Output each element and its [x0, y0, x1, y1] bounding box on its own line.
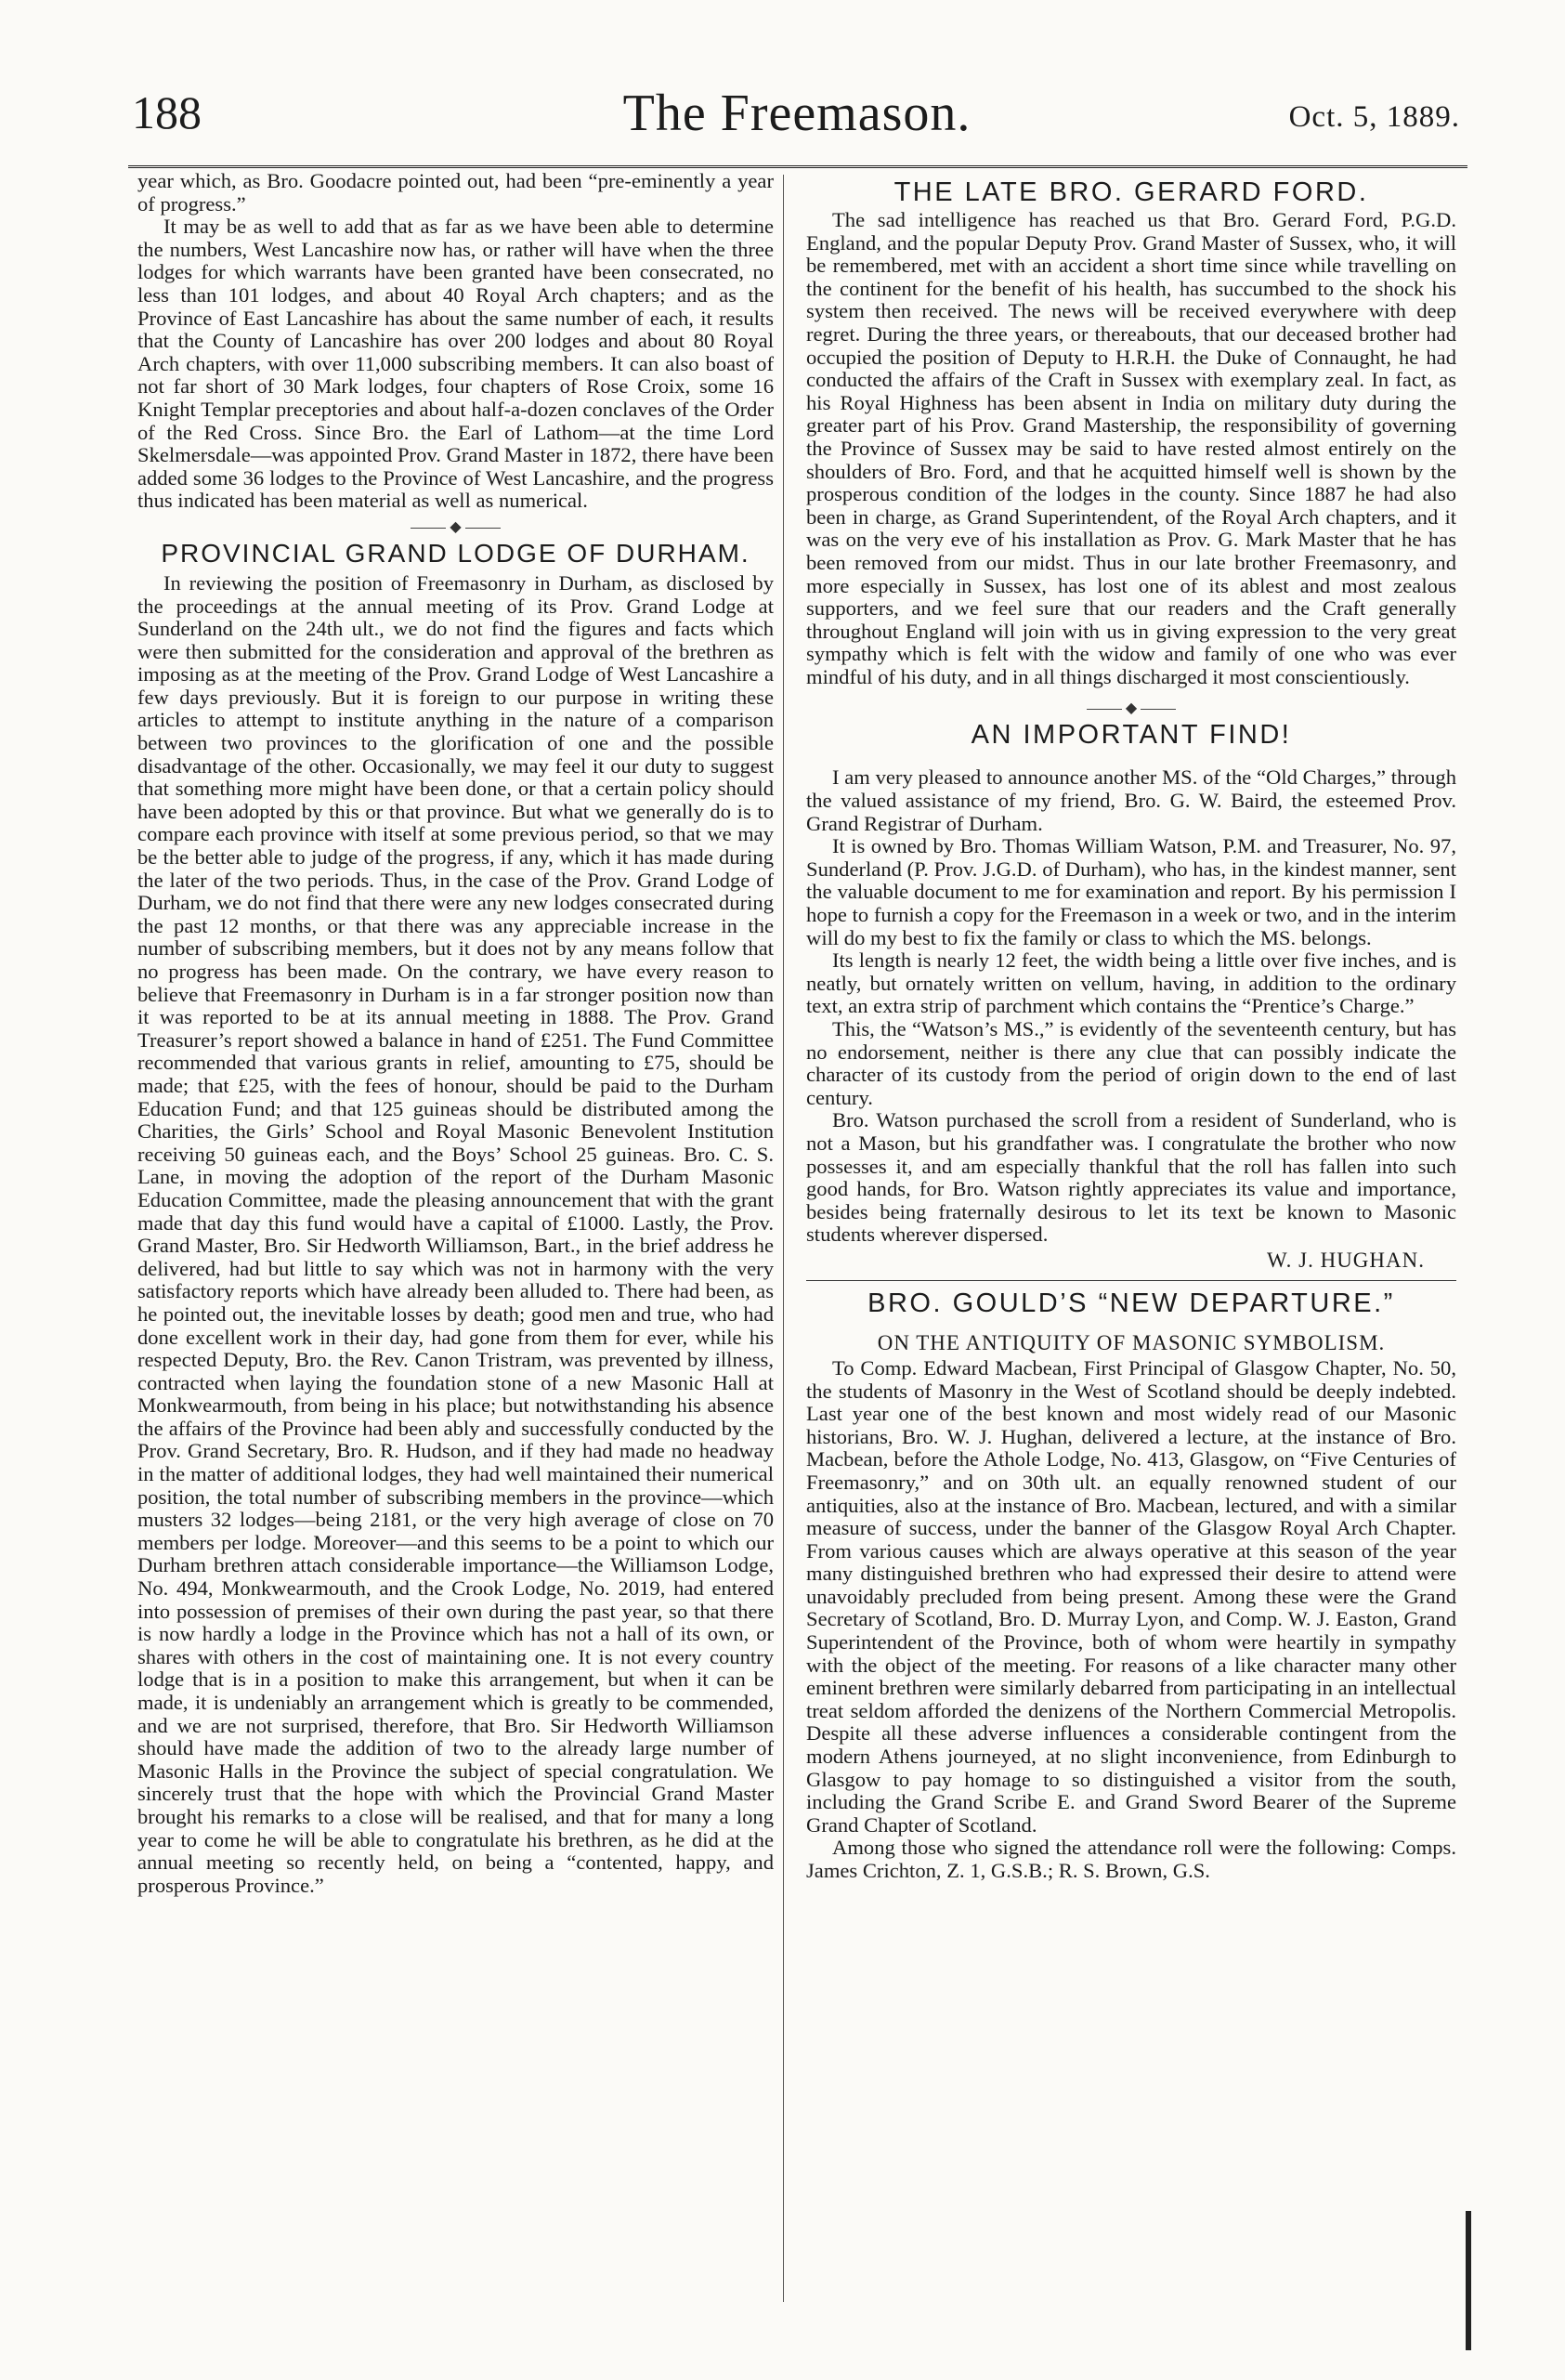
new-departure-article: To Comp. Edward Macbean, First Principal of Glasgow Chapter, No. 50, the students of Masonry in the West of Scotland should be deeply indebted. Last year one of the best known and most widely read of our Masonic historians, Bro. W. J. Hughan, delivered a lecture, at the instance of Bro. Macbean, before the Athole Lodge, No. 413, Glasgow, on “Five Centuries of Freemasonry,” and on 30th ult. an equally renowned student of our antiquities, also at the instance of Bro. Macbean, lectured, and with a similar measure of success, under the banner of the Glasgow Royal Arch Chapter. From various causes which are always operative at this season of the year many distinguished brethren who had expressed their desire to attend were unavoidably precluded from being present. Among these were the Grand Secretary of Scotland, Bro. D. Murray Lyon, and Comp. W. J. Easton, Grand Superintendent of the Province, both of whom were heartily in sympathy with the object of the meeting. For reasons of a like character many other eminent brethren were similarly debarred from participating in an intellectual treat seldom afforded the denizens of the Northern Commercial Metropolis. Despite all these adverse influences a considerable contingent from the modern Athens journeyed, at no slight inconvenience, from Edinburgh to Glasgow to pay homage to so distinguished a visitor from the south, including the Grand Scribe E. and Grand Sword Bearer of the Supreme Grand Chapter of Scotland.	[806, 1355, 1456, 1837]
new-departure-heading: BRO. GOULD’S “NEW DEPARTURE.”	[867, 1288, 1395, 1318]
lancashire-paragraph: It may be as well to add that as far as we have been able to determine the numbers, West Lancashire now has, or rather will have when the three lodges for which warrants have been granted have been consecrated, no less than 101 lodges, and about 40 Royal Arch chapters; and as the Province of East Lancashire has about the same number of each, it results that the County of Lancashire has over 200 lodges and about 80 Royal Arch chapters, with over 11,000 subscribing members. It can also boast of not far short of 30 Mark lodges, four chapters of Rose Croix, some 16 Knight Templar preceptories and about half-a-dozen conclaves of the Order of the Red Cross. Since Bro. the Earl of Lathom—at the time Lord Skelmersdale—was appointed Prov. Grand Master in 1872, there have been added some 36 lodges to the Province of West Lancashire, and the progress thus indicated has been material as well as numerical.	[137, 215, 774, 513]
symbolism-subheading: ON THE ANTIQUITY OF MASONIC SYMBOLISM.	[877, 1330, 1386, 1354]
important-find-heading: AN IMPORTANT FIND!	[971, 720, 1292, 751]
page-number: 188	[132, 86, 202, 138]
masthead-rule	[128, 165, 1467, 168]
find-paragraph-4: This, the “Watson’s MS.,” is evidently of the seventeenth century, but has no endorsement, neither is there any clue that can possibly indicate the character of its custody from the period of origin down to the end of last century.	[806, 1017, 1456, 1109]
find-paragraph-1: I am very pleased to announce another MS. of the “Old Charges,” through the valued assistance of my friend, Bro. G. W. Baird, the esteemed Prov. Grand Registrar of Durham.	[806, 765, 1456, 835]
durham-heading: PROVINCIAL GRAND LODGE OF DURHAM.	[161, 538, 750, 568]
right-column	[806, 170, 1456, 1883]
attendance-paragraph: Among those who signed the attendance roll were the following: Comps. James Crichton, Z. 1, G.S.B.; R. S. Brown, G.S.	[806, 1836, 1456, 1882]
column-rule	[783, 175, 784, 2302]
find-paragraph-5: Bro. Watson purchased the scroll from a resident of Sunderland, who is not a Mason, but his grandfather was. I congratulate the brother who now possesses it, and am especially thankful that the roll has fallen into such good hands, for Bro. Watson rightly appreciates its value and importance, besides being fraternally desirous to let its text be known to Masonic students wherever dispersed.	[806, 1108, 1456, 1247]
section-ornament: ◆	[137, 518, 774, 537]
gerard-ford-article: The sad intelligence has reached us that Bro. Gerard Ford, P.G.D. England, and the popular Deputy Prov. Grand Master of Sussex, who, it will be remembered, met with an accident a short time since while travelling on the continent for the benefit of his health, has succumbed to the shock his system then received. The news will be received everywhere with deep regret. During the three years, or thereabouts, that our deceased brother had occupied the position of Deputy to H.R.H. the Duke of Connaught, he had conducted the affairs of the Craft in Sussex with exemplary zeal. In fact, as his Royal Highness has been absent in India on military duty during the greater part of his Prov. Grand Mastership, the responsibility of governing the Province of Sussex may be said to have rested almost entirely on the shoulders of Bro. Ford, and that he acquitted himself well is shown by the prosperous condition of the lodges in the county. Since 1887 he had also been in charge, as Grand Superintendent, of the Royal Arch chapters, and it was on the very eve of his installation as Prov. G. Mark Master that he has been removed from our midst. Thus in our late brother Freemasonry, and more especially in Sussex, has lost one of its ablest and most zealous supporters, and we feel sure that our readers and the Craft generally throughout England will join with us in giving expression to the very great sympathy which is felt with the widow and family of one who was ever mindful of his duty, and in all things discharged it most conscientiously.	[806, 208, 1456, 688]
issue-date: Oct. 5, 1889.	[1288, 100, 1460, 134]
lancashire-paragraph-end: year which, as Bro. Goodacre pointed out, had been “pre-eminently a year of progress.”	[137, 169, 774, 216]
signature: W. J. HUGHAN.	[1267, 1248, 1425, 1272]
section-ornament: ◆	[806, 700, 1456, 718]
page-edge-mark	[1466, 2211, 1471, 2350]
newspaper-title: The Freemason.	[622, 85, 972, 142]
left-column	[137, 170, 774, 1897]
section-rule	[806, 1280, 1456, 1281]
durham-article: In reviewing the position of Freemasonry in Durham, as disclosed by the proceedings at the annual meeting of its Prov. Grand Lodge at Sunderland on the 24th ult., we do not find the figures and facts which were then submitted for the consideration and approval of the brethren as imposing as at the meeting of the Prov. Grand Lodge of West Lancashire a few days previously. But it is foreign to our purpose in writing these articles to attempt to institute anything in the nature of a comparison between two provinces to the glorification of one and the possible disadvantage of the other. Occasionally, we may feel it our duty to suggest that something more might have been done, or that a certain policy should have been adopted by this or that province. But what we generally do is to compare each province with itself at some previous period, so that we may be the better able to judge of the progress, if any, which it has made during the later of the two periods. Thus, in the case of the Prov. Grand Lodge of Durham, we do not find that there were any new lodges consecrated during the past 12 months, or that there was any appreciable increase in the number of subscribing members, but it does not by any means follow that no progress has been made. On the contrary, we have every reason to believe that Freemasonry in Durham is in a far stronger position now than it was reported to be at its annual meeting in 1888. The Prov. Grand Treasurer’s report showed a balance in hand of £251. The Fund Committee recommended that various grants in relief, amounting to £75, should be made; that £25, with the fees of honour, should be paid to the Durham Education Fund; and that 125 guineas should be distributed among the Charities, the Girls’ School and Royal Masonic Benevolent Institution receiving 50 guineas each, and the Boys’ School 25 guineas. Bro. C. S. Lane, in moving the adoption of the report of the Durham Masonic Education Committee, made the pleasing announcement that with the grant made that day this fund would have a capital of £1000. Lastly, the Prov. Grand Master, Bro. Sir Hedworth Williamson, Bart., in the brief address he delivered, had but little to say which was not in harmony with the very satisfactory reports which have already been alluded to. There had been, as he pointed out, the inevitable losses by death; good men and true, who had done excellent work in their day, had gone from them for ever, while his respected Deputy, Bro. the Rev. Canon Tristram, was prevented by illness, contracted when laying the foundation stone of a new Masonic Hall at Monkwearmouth, from being in his place; but notwithstanding his absence the affairs of the Province had been ably and successfully conducted by the Prov. Grand Secretary, Bro. R. Hudson, and if they had made no headway in the matter of additional lodges, they had well maintained their numerical position, the total number of subscribing members in the province—which musters 32 lodges—being 2181, or the very high average of close on 70 members per lodge. Moreover—and this seems to be a point to which our Durham brethren attach considerable importance—the Williamson Lodge, No. 494, Monkwearmouth, and the Crook Lodge, No. 2019, had entered into possession of premises of their own during the past year, so that there is now hardly a lodge in the Province which has not a hall of its own, or shares with others in the cost of maintaining one. It is not every country lodge that is in a position to make this arrangement, but when it can be made, it is undeniably an arrangement which is greatly to be commended, and we are not surprised, therefore, that Bro. Sir Hedworth Williamson should have made the addition of two to the already large number of Masonic Halls in the Province the subject of special congratulation. We sincerely trust that the hope with which the Provincial Grand Master brought his remarks to a close will be realised, and that for many a long year to come he will be able to congratulate his brethren, as he did at the annual meeting so recently held, on being a “contented, happy, and prosperous Province.”	[137, 570, 774, 1897]
find-paragraph-2: It is owned by Bro. Thomas William Watson, P.M. and Treasurer, No. 97, Sunderland (P. Prov. J.G.D. of Durham), who has, in the kindest manner, sent the valuable document to me for examination and report. By his permission I hope to furnish a copy for the Freemason in a week or two, and in the interim will do my best to fix the family or class to which the MS. belongs.	[806, 834, 1456, 949]
gerard-ford-heading: THE LATE BRO. GERARD FORD.	[893, 177, 1369, 207]
masthead	[128, 76, 1466, 164]
find-paragraph-3: Its length is nearly 12 feet, the width being a little over five inches, and is neatly, but ornately written on vellum, having, in addition to the ordinary text, an extra strip of parchment which contains the “Prentice’s Charge.”	[806, 948, 1456, 1018]
